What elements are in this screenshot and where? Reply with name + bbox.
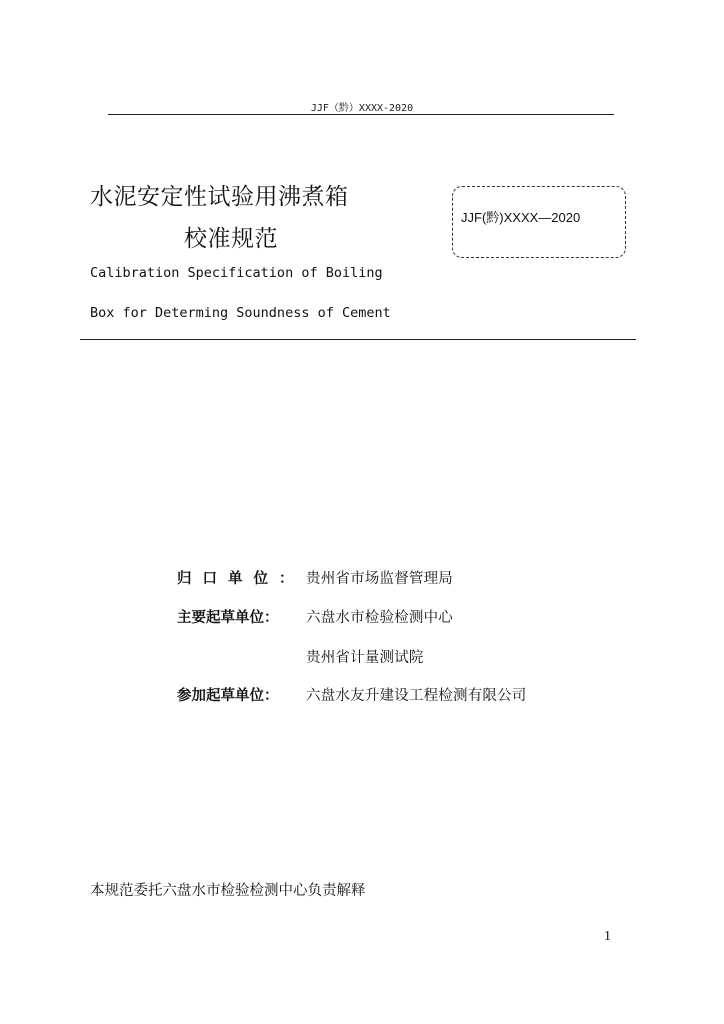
responsible-unit-label: 归口单位： — [177, 571, 305, 587]
english-title-line2: Box for Determing Soundness of Cement — [90, 305, 391, 321]
interpretation-note: 本规范委托六盘水市检验检测中心负责解释 — [90, 883, 366, 899]
header-divider — [108, 114, 614, 115]
english-title-line1: Calibration Specification of Boiling — [90, 265, 383, 281]
main-drafting-unit-value-2: 贵州省计量测试院 — [306, 650, 424, 666]
title-divider — [80, 339, 636, 340]
document-code-box — [452, 186, 626, 258]
document-title-line2: 校准规范 — [184, 226, 278, 252]
document-title-line1: 水泥安定性试验用沸煮箱 — [90, 184, 349, 210]
participating-unit-label: 参加起草单位： — [177, 688, 279, 704]
page-number: 1 — [604, 929, 611, 944]
responsible-unit-value: 贵州省市场监督管理局 — [306, 571, 453, 587]
main-drafting-unit-value-1: 六盘水市检验检测中心 — [306, 610, 453, 626]
main-drafting-unit-label: 主要起草单位： — [177, 610, 279, 626]
document-code: JJF(黔)XXXX—2020 — [461, 210, 581, 225]
page-header-code: JJF（黔）XXXX-2020 — [310, 103, 414, 114]
participating-unit-value: 六盘水友升建设工程检测有限公司 — [306, 688, 527, 704]
